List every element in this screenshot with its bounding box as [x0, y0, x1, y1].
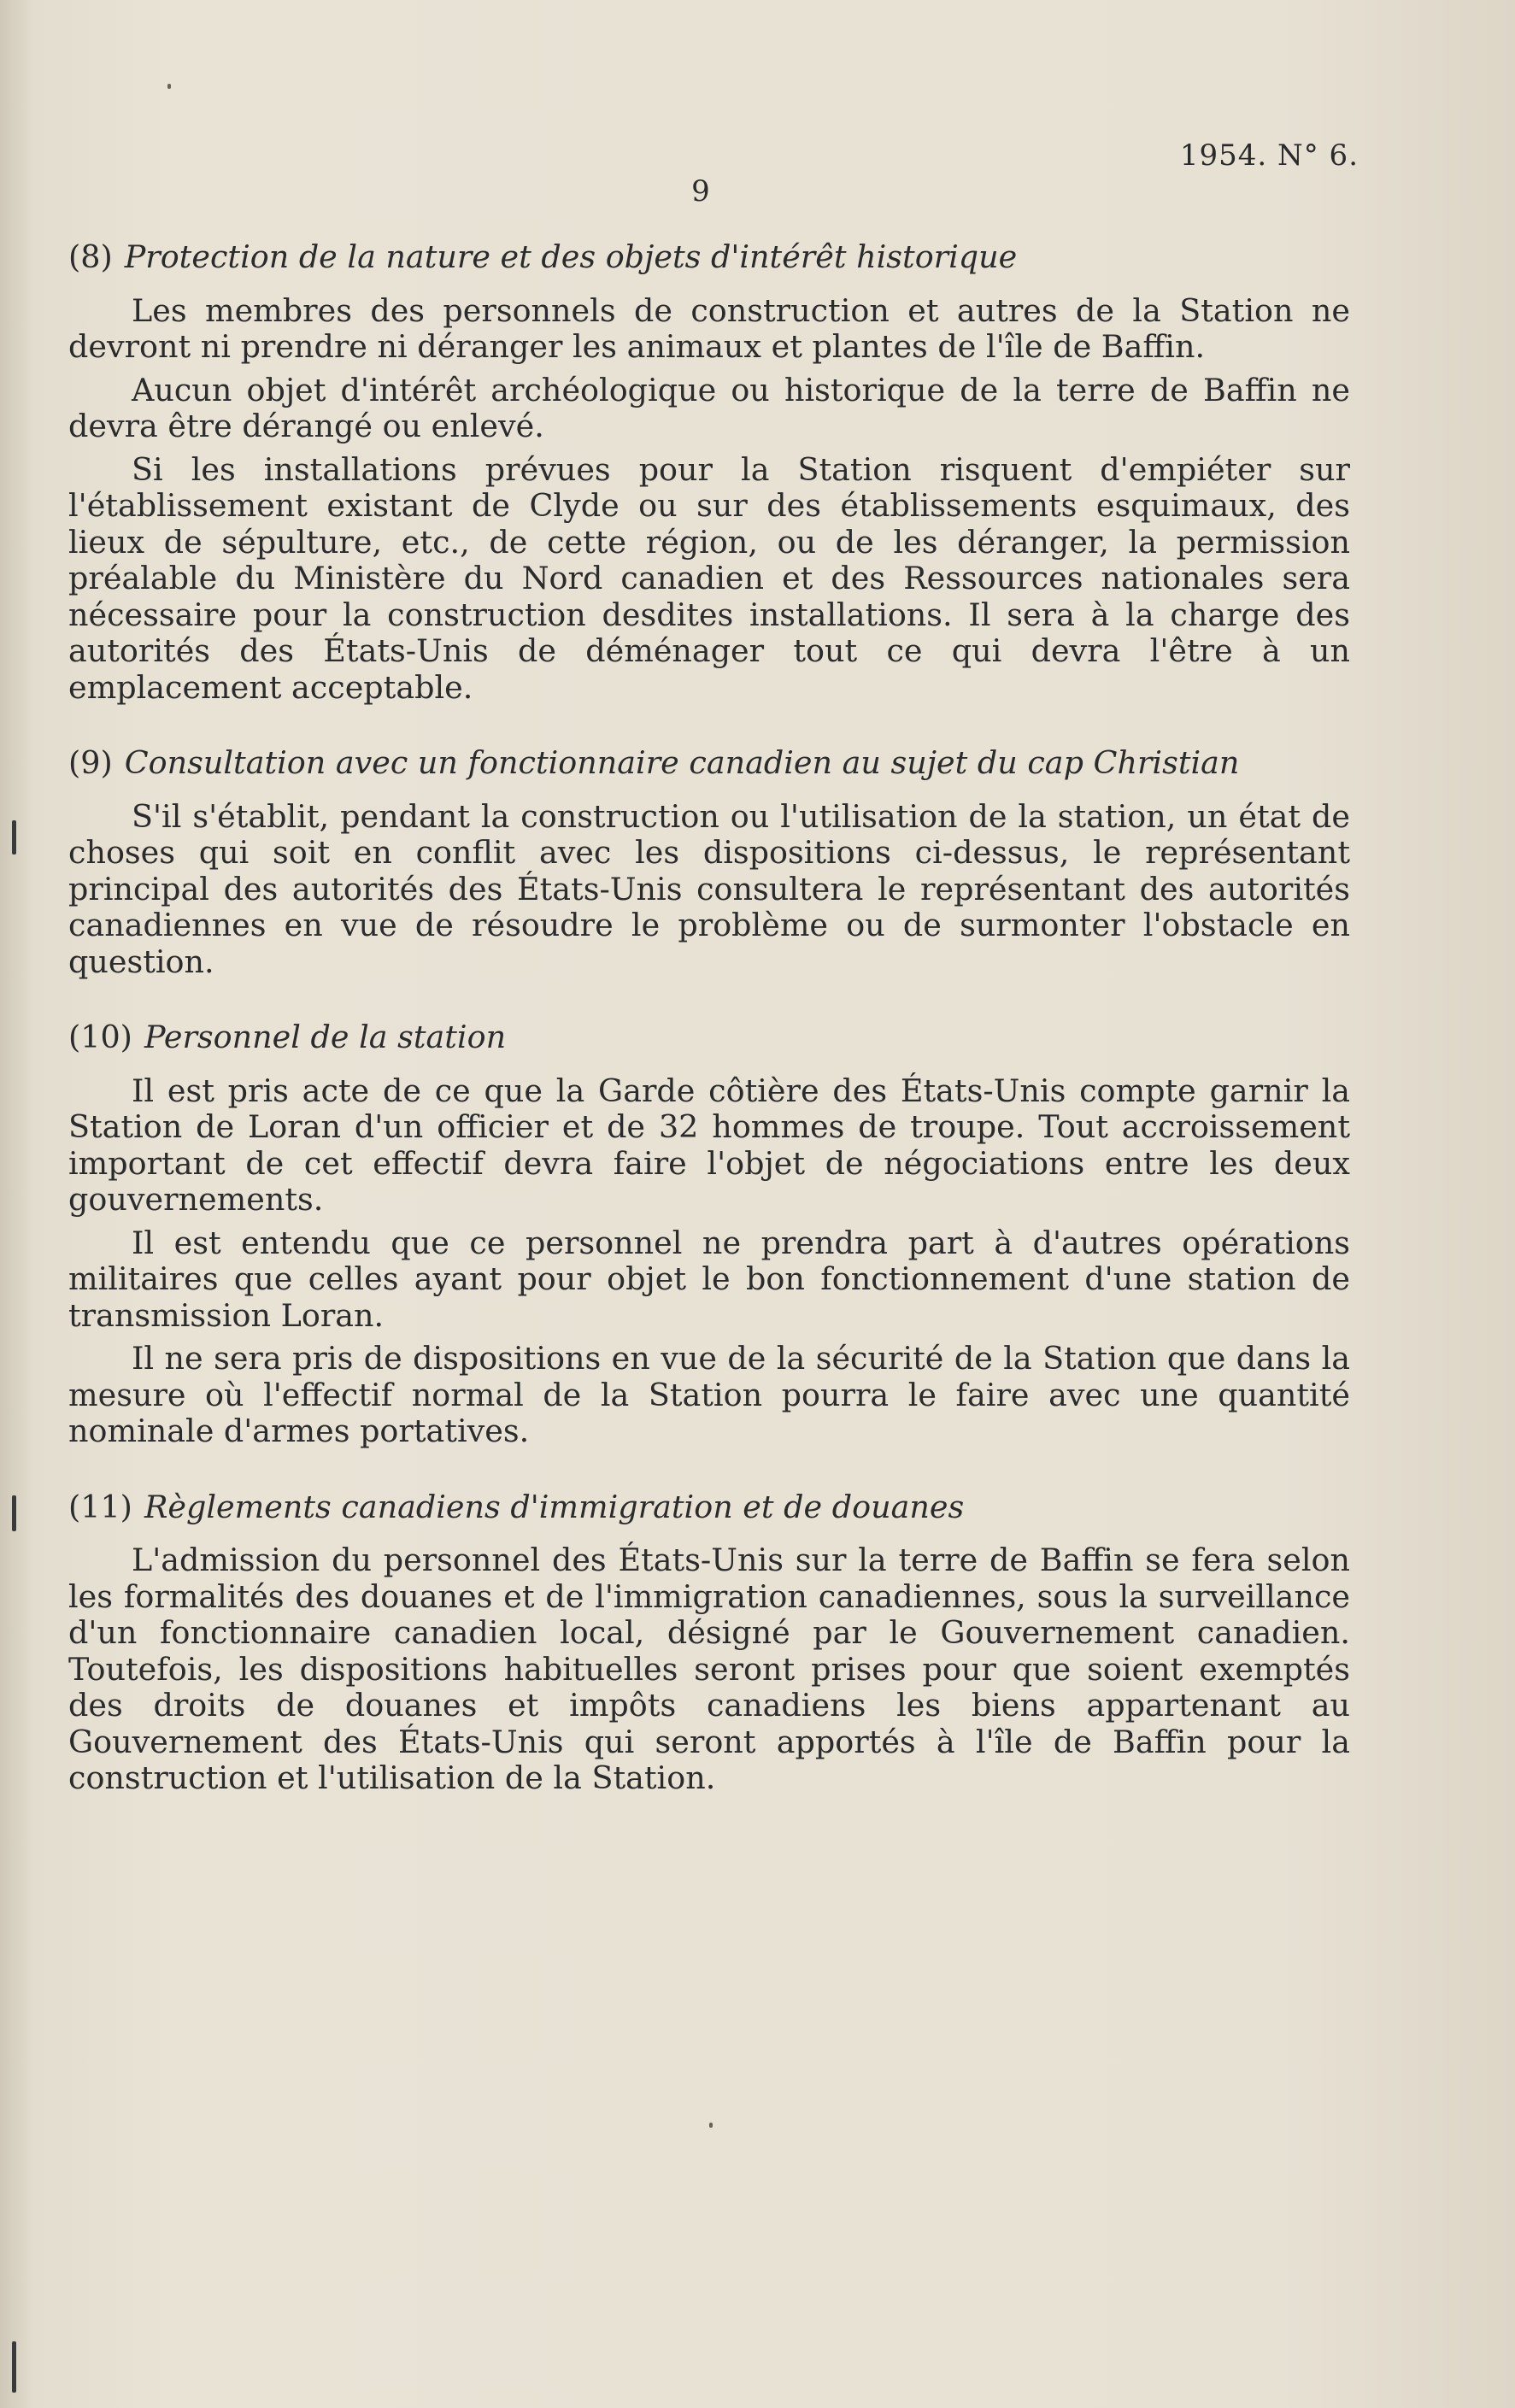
section-title — [68, 1489, 1350, 1526]
section-title — [68, 745, 1350, 782]
paper-speck — [709, 2123, 713, 2128]
document-body — [68, 239, 1350, 1836]
section-number: (10) — [68, 1019, 132, 1055]
issue-number: 1954. N° 6. — [1179, 138, 1359, 173]
section-11 — [68, 1489, 1350, 1797]
paragraph: S'il s'établit, pendant la construction ou l'utilisation de la station, un état de choses qui soit en conflit avec les dispositions ci-dessus, le représentant principal des autorités des États-Unis consultera le représentant des autorités canadiennes en vue de résoudre le problème ou de surmonter l'obstacle en question. — [68, 797, 1350, 980]
section-heading: Règlements canadiens d'immigration et de douanes — [144, 1488, 965, 1525]
section-number: (9) — [68, 744, 113, 781]
section-10 — [68, 1019, 1350, 1450]
section-9 — [68, 745, 1350, 980]
section-number: (8) — [68, 238, 113, 275]
section-heading: Protection de la nature et des objets d'intérêt historique — [124, 238, 1018, 275]
paragraph: L'admission du personnel des États-Unis sur la terre de Baffin se fera selon les formalités des douanes et de l'immigration canadiennes, sous la surveillance d'un fonctionnaire canadien local, désigné par le Gouvernement canadien. Toutefois, les dispositions habituelles seront prises pour que soient exemptés des droits de douanes et impôts canadiens les biens appartenant au Gouvernement des États-Unis qui seront apportés à l'île de Baffin pour la construction et l'utilisation de la Station. — [68, 1542, 1350, 1796]
section-8 — [68, 239, 1350, 706]
paragraph: Il ne sera pris de dispositions en vue de la sécurité de la Station que dans la mesure où l'effectif normal de la Station pourra le faire avec une quantité nominale d'armes portatives. — [68, 1340, 1350, 1449]
paragraph: Il est pris acte de ce que la Garde côtière des États-Unis compte garnir la Station de Loran d'un officier et de 32 hommes de troupe. Tout accroissement important de cet effectif devra faire l'objet de négociations entre les deux gouvernements. — [68, 1072, 1350, 1218]
paragraph: Les membres des personnels de construction et autres de la Station ne devront ni prendre ni déranger les animaux et plantes de l'île de Baffin. — [68, 291, 1350, 365]
paragraph: Aucun objet d'intérêt archéologique ou historique de la terre de Baffin ne devra être dérangé ou enlevé. — [68, 371, 1350, 444]
page-number: 9 — [691, 174, 710, 208]
paper-speck — [167, 84, 171, 89]
section-heading: Personnel de la station — [144, 1019, 507, 1055]
binding-mark — [12, 2341, 16, 2393]
section-heading: Consultation avec un fonctionnaire canadien au sujet du cap Christian — [124, 744, 1240, 781]
binding-mark — [12, 820, 16, 855]
paragraph: Il est entendu que ce personnel ne prendra part à d'autres opérations militaires que celles ayant pour objet le bon fonctionnement d'une station de transmission Loran. — [68, 1224, 1350, 1334]
section-title — [68, 1019, 1350, 1056]
section-title — [68, 239, 1350, 276]
binding-mark — [12, 1495, 16, 1531]
paragraph: Si les installations prévues pour la Station risquent d'empiéter sur l'établissement existant de Clyde ou sur des établissements esquimaux, des lieux de sépulture, etc., de cette région, ou de les déranger, la permission préalable du Ministère du Nord canadien et des Ressources nationales sera nécessaire pour la construction desdites installations. Il sera à la charge des autorités des États-Unis de déménager tout ce qui devra l'être à un emplacement acceptable. — [68, 450, 1350, 706]
section-number: (11) — [68, 1488, 132, 1525]
